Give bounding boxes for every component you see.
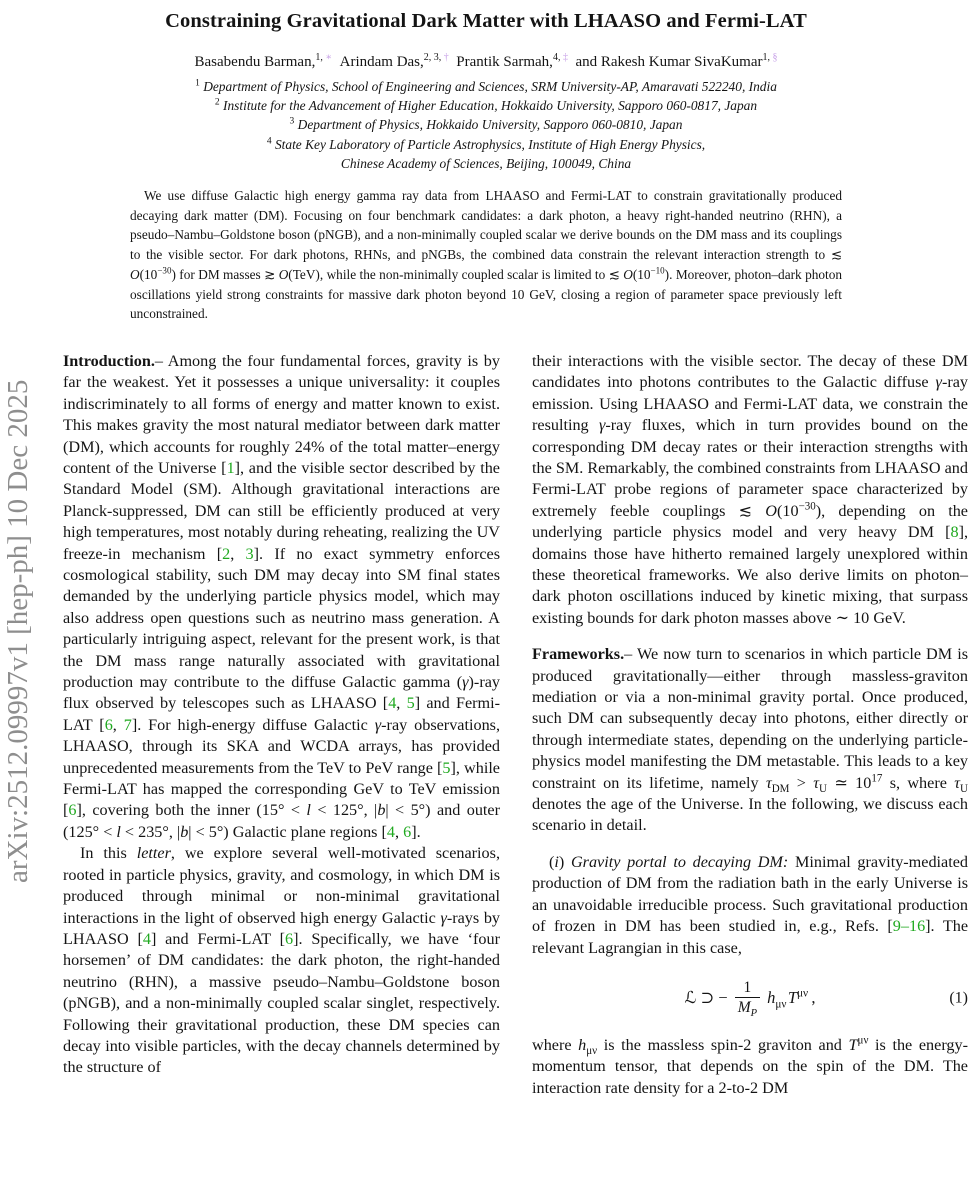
citation-link[interactable]: 3 xyxy=(245,544,254,563)
citation-link[interactable]: 5 xyxy=(442,758,451,777)
paragraph-introduction: Introduction.– Among the four fundamental forces, gravity is by far the weakest. Yet it possesses a unique universality: it couples indiscriminately to all forms of energy and matter known to exist. This makes gravity the most natural mediator between dark matter (DM), which accounts for roughly 24% of the total matter–energy content of the Universe [1], and the visible sector described by the Standard Model (SM). Although gravitational interactions are Planck-suppressed, DM can still be efficiently produced at very high temperatures, most notably during reheating, realizing the UV freeze-in mechanism [2, 3]. If no exact symmetry enforces cosmological stability, such DM may decay into SM final states demanded by the underlying particle physics model, which may also address open questions such as neutrino mass generation. A particularly intriguing aspect, relevant for the present work, is that the DM mass range naturally associated with gravitational production may contribute to the diffuse Galactic gamma (γ)-ray flux observed by telescopes such as LHAASO [4, 5] and Fermi-LAT [6, 7]. For high-energy diffuse Galactic γ-ray observations, LHAASO, through its SKA and WCDA arrays, has provided unprecedented measurements from the TeV to PeV range [5], while Fermi-LAT has mapped the corresponding GeV to TeV emission [6], covering both the inner (15° < l < 125°, |b| < 5°) and outer (125° < l < 235°, |b| < 5°) Galactic plane regions [4, 6]. xyxy=(63,351,501,841)
two-column-body xyxy=(0,351,972,1099)
fraction-numerator: 1 xyxy=(743,979,752,997)
paragraph-frameworks: Frameworks.– We now turn to scenarios in which particle DM is produced gravitationally—either through massless-graviton mediation or via a non-minimal gravity portal. Once produced, such DM can subsequently decay into photons, either directly or through intermediate states, depending on the underlying particle-physics model manifesting the DM metastable. This leads to a key constraint on its lifetime, namely $\tau_{DM} > \tau_U$ ≃ $10^{17}$ s, where $\tau_U$ denotes the age of the Universe. In the following, we discuss each scenario in detail. xyxy=(532,645,968,835)
arxiv-watermark-container xyxy=(2,278,54,984)
citation-link[interactable]: 4 xyxy=(388,694,397,713)
citation-link[interactable]: 6 xyxy=(285,929,294,948)
left-column xyxy=(63,351,500,1099)
footnote-link[interactable]: † xyxy=(443,52,449,63)
equation-1 xyxy=(532,975,968,1021)
footnote-link[interactable]: ∗ xyxy=(325,52,333,63)
paragraph-in-this-letter: In this letter, we explore several well-motivated scenarios, rooted in particle physics, gravity, and cosmology, in which DM is produced through minimal or non-minimal gravitational interactions in the light of observed high energy Galactic γ-rays by LHAASO [4] and Fermi-LAT [6]. Specifically, we have ‘four horsemen’ of DM candidates: the dark photon, the right-handed neutrino (RHN), a massive pseudo–Nambu–Goldstone boson (pNGB), and a non-minimally coupled scalar singlet, respectively. Following their gravitational production, these DM species can decay into visible particles, with the decay channels determined by the structure of xyxy=(63,844,501,1077)
equation-fraction xyxy=(735,979,760,1017)
citation-link[interactable]: 1 xyxy=(226,458,235,477)
citation-link[interactable]: 6 xyxy=(403,822,412,841)
footnote-link[interactable]: ‡ xyxy=(562,52,568,63)
equation-number: (1) xyxy=(949,989,968,1007)
affiliations: $^1$ Department of Physics, School of Engineering and Sciences, SRM University-AP, Amaravati 522240, India $^2$ Institute for the Advancement of Higher Education, Hokkaido University, Sapporo 060-0817, Japan $^3$ Department of Physics, Hokkaido University, Sapporo 060-0810, Japan $^4$ State Key Laboratory of Particle Astrophysics, Institute of High Energy Physics, Chinese Academy of Sciences, Beijing, 100049, China xyxy=(195,78,777,171)
equation-lhs: ℒ ⊃ − xyxy=(684,988,728,1008)
footnote-link[interactable]: § xyxy=(772,52,778,63)
citation-link[interactable]: 2 xyxy=(222,544,231,563)
paragraph-gravity-portal: (i) Gravity portal to decaying DM: Minimal gravity-mediated production of DM from the radiation bath in the early Universe is an unavoidable irreducible process. Such gravitational production of frozen in DM has been studied in, e.g., Refs. [9–16]. The relevant Lagrangian in this case, xyxy=(532,852,969,957)
citation-link[interactable]: 8 xyxy=(950,523,959,542)
paragraph-continuation: their interactions with the visible sector. The decay of these DM candidates into photons contributes to the Galactic diffuse γ-ray emission. Using LHAASO and Fermi-LAT data, we constrain the resulting γ-ray fluxes, which in turn provides bound on the corresponding DM decay rates or their interaction strengths with the SM. Remarkably, the combined constraints from LHAASO and Fermi-LAT probe regions of parameter space characterized by extremely feeble couplings ≲ $O(10^{-30})$, depending on the underlying particle physics model and very heavy DM [8], domains those have hitherto remained largely unexplored within these theoretical frameworks. We also derive limits on photon–dark photon oscillations induced by kinetic mixing, that surpass existing bounds for dark photon masses above ∼ 10 GeV. xyxy=(532,351,968,627)
paper-title: Constraining Gravitational Dark Matter with LHAASO and Fermi-LAT xyxy=(165,10,807,32)
citation-link[interactable]: 7 xyxy=(123,715,132,734)
equation-rhs: $h_{\mu\nu}$ $T^{\mu\nu}$ , xyxy=(767,987,816,1011)
citation-link[interactable]: 4 xyxy=(142,929,151,948)
citation-link[interactable]: 5 xyxy=(406,694,415,713)
right-column xyxy=(532,351,968,1099)
author-line: Basabendu Barman,$^{1, ∗}$ Arindam Das,$^{2, 3, \dagger}$ Prantik Sarmah,$^{4, \ddagger}$ and Rakesh Kumar SivaKumar$^{1, \S}$ xyxy=(194,52,778,70)
citation-link[interactable]: 6 xyxy=(68,801,77,820)
abstract: We use diffuse Galactic high energy gamma ray data from LHAASO and Fermi-LAT to constrain gravitationally produced decaying dark matter (DM). Focusing on four benchmark candidates: a dark photon, a heavy right-handed neutrino (RHN), a pseudo–Nambu–Goldstone boson (pNGB), and a non-minimally coupled scalar we derive bounds on the DM mass and its couplings to the visible sector. For dark photons, RHNs, and pNGBs, the combined data constrain the relevant interaction strength to ≲ $O(10^{-30})$ for DM masses ≳ O(TeV), while the non-minimally coupled scalar is limited to ≲ $O(10^{-10})$. Moreover, photon–dark photon oscillations yield strong constraints for massive dark photon beyond 10 GeV, closing a region of parameter space previously left unconstrained. xyxy=(130,188,843,322)
citation-link[interactable]: 9–16 xyxy=(892,917,926,936)
arxiv-watermark: arXiv:2512.09997v1 [hep-ph] 10 Dec 2025 xyxy=(2,379,34,883)
paragraph-after-equation: where $h_{\mu\nu}$ is the massless spin-2 graviton and $T^{\mu\nu}$ is the energy-momentum tensor, that depends on the spin of the DM. The interaction rate density for a 2-to-2 DM xyxy=(532,1034,969,1097)
equation-body xyxy=(684,979,815,1017)
fraction-denominator: $M_P$ xyxy=(735,997,760,1017)
citation-link[interactable]: 6 xyxy=(104,715,113,734)
citation-link[interactable]: 4 xyxy=(386,822,396,841)
